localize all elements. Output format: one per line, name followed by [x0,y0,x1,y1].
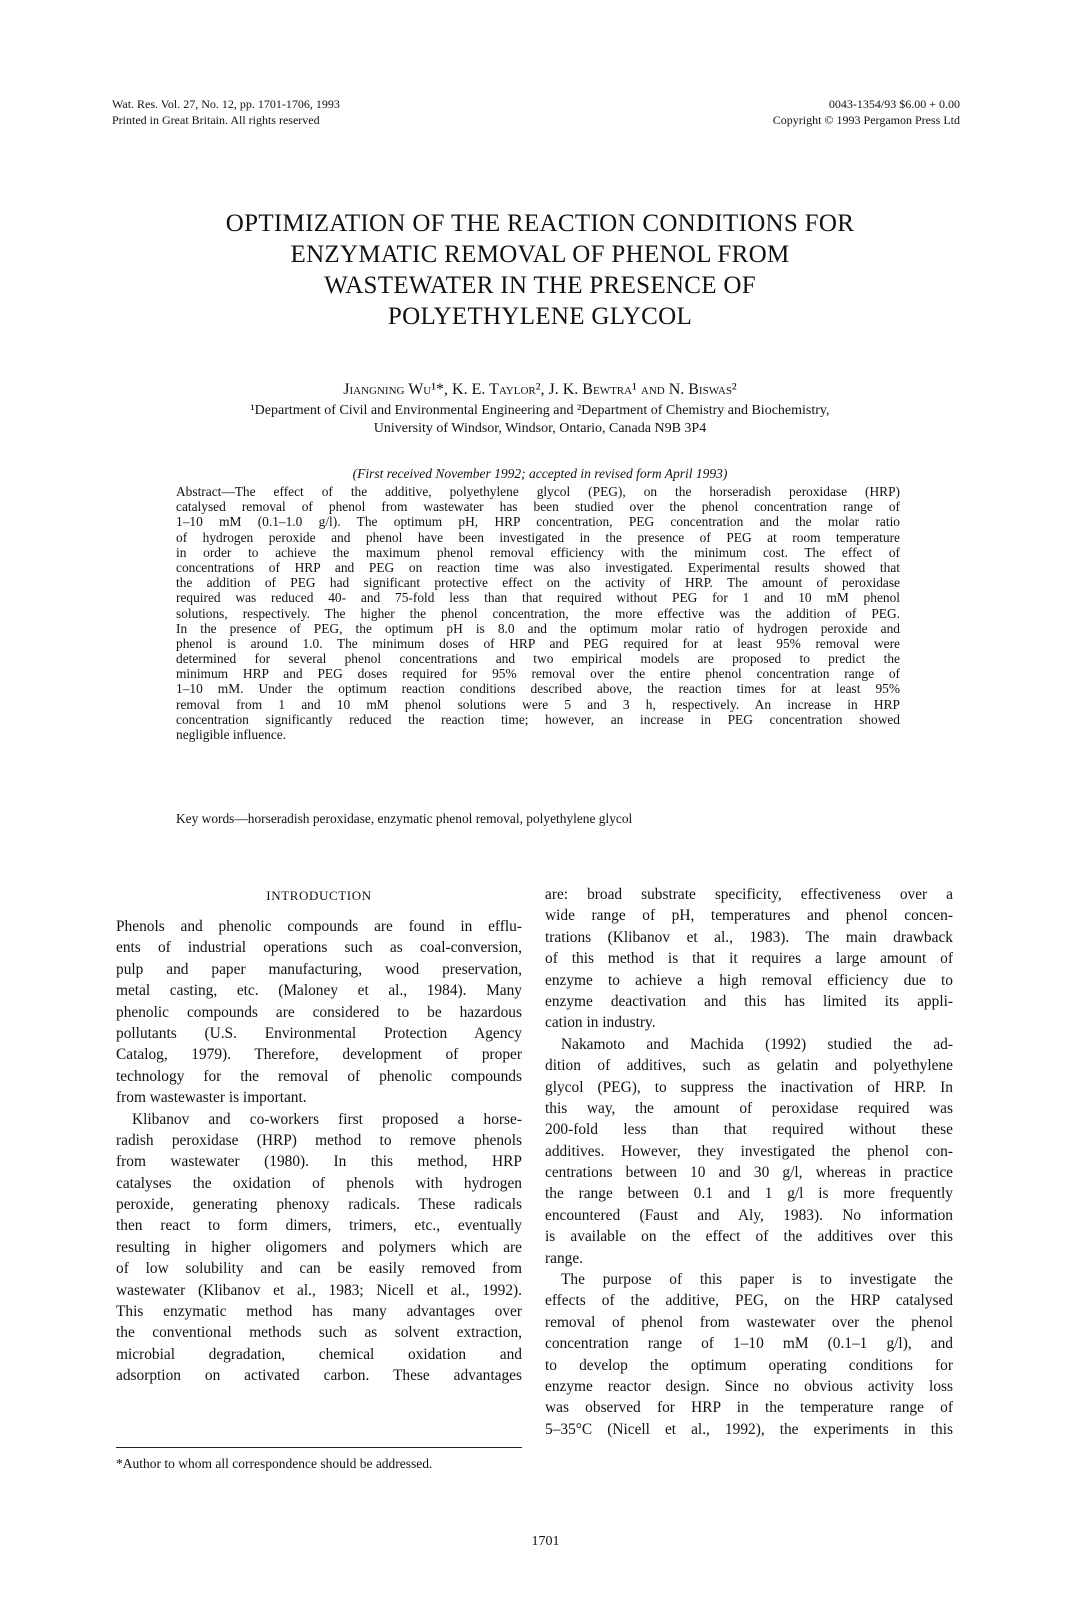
journal-citation-header [112,96,340,128]
body-line: ents of industrial operations such as coal-conversion, [116,939,522,957]
body-line: then react to form dimers, trimers, etc., eventually [116,1217,522,1235]
abstract-line: determined for several phenol concentrations and two empirical models are proposed to predict the [176,651,900,667]
body-line: pulp and paper manufacturing, wood preservation, [116,960,522,978]
body-line: 5–35°C (Nicell et al., 1992), the experiments in this [545,1420,953,1438]
title-line: WASTEWATER IN THE PRESENCE OF [324,272,756,299]
body-line: of low solubility and can be easily removed from [116,1260,522,1278]
body-line: Catalog, 1979). Therefore, development of proper [116,1046,522,1064]
body-line: encountered (Faust and Aly, 1983). No information [545,1206,953,1224]
authors-text: Jiangning Wu¹*, K. E. Taylor², J. K. Bewtra¹ and N. Biswas² [343,381,737,398]
body-line: concentration range of 1–10 mM (0.1–1 g/l), and [545,1335,953,1353]
body-line: trations (Klibanov et al., 1983). The main drawback [545,928,953,946]
body-line: radish peroxidase (HRP) method to remove phenols [116,1131,522,1149]
body-line: cation in industry. [545,1014,656,1032]
body-line: is available on the effect of the additives over this [545,1228,953,1246]
footnote-divider [116,1447,522,1448]
body-line: additives. However, they investigated the phenol con- [545,1142,953,1160]
body-line: range. [545,1249,584,1267]
abstract-line: catalysed removal of phenol from wastewater has been studied over the phenol concentration range of [176,499,900,515]
body-line: this way, the amount of peroxidase required was [545,1099,953,1117]
body-line: are: broad substrate specificity, effectiveness over a [545,886,953,903]
abstract-line: of hydrogen peroxide and phenol have been investigated in the presence of PEG at room temperature [176,529,900,545]
printed-line: Printed in Great Britain. All rights reserved [112,113,320,127]
copyright-line: Copyright © 1993 Pergamon Press Ltd [772,113,960,127]
body-line: 200-fold less than that required without these [545,1121,953,1139]
copyright-header [773,96,960,128]
body-line: resulting in higher oligomers and polymers which are [116,1238,522,1256]
abstract-line: negligible influence. [176,727,287,742]
body-line: enzyme reactor design. Since no obvious activity loss [545,1377,953,1395]
citation-line: Wat. Res. Vol. 27, No. 12, pp. 1701-1706, 1993 [112,97,340,111]
body-line: catalyses the oxidation of phenols with hydrogen [116,1174,522,1192]
right-column [545,884,953,1440]
abstract [176,484,900,742]
body-line: glycol (PEG), to suppress the inactivation of HRP. In [545,1078,953,1096]
title-line: ENZYMATIC REMOVAL OF PHENOL FROM [290,241,790,268]
body-line: phenolic compounds are considered to be hazardous [116,1003,522,1021]
abstract-line: In the presence of PEG, the optimum pH is 8.0 and the optimum molar ratio of hydrogen peroxide and [176,620,900,636]
title-line: OPTIMIZATION OF THE REACTION CONDITIONS FOR [225,210,855,237]
affiliation-line: University of Windsor, Windsor, Ontario, Canada N9B 3P4 [373,421,707,436]
page-number: 1701 [531,1534,560,1549]
body-line: adsorption on activated carbon. These advantages [116,1367,522,1385]
affiliations [150,402,930,438]
body-line: effects of the additive, PEG, on the HRP catalysed [545,1292,953,1310]
key-words: Key words—horseradish peroxidase, enzymatic phenol removal, polyethylene glycol [176,811,633,826]
issn-line: 0043-1354/93 $6.00 + 0.00 [828,97,960,111]
body-line: enzyme to achieve a high removal efficiency due to [545,971,953,989]
abstract-line: Abstract—The effect of the additive, polyethylene glycol (PEG), on the horseradish peroxidase (HRP) [176,484,900,499]
body-line: to develop the optimum operating conditions for [545,1356,953,1374]
section-heading-introduction: INTRODUCTION [266,888,372,903]
correspondence-footnote: *Author to whom all correspondence should be addressed. [116,1456,433,1471]
abstract-line: removal from 1 and 10 mM phenol solutions were 5 and 3 h, respectively. An increase in HRP [176,696,900,712]
received-dates: (First received November 1992; accepted in revised form April 1993) [352,466,728,481]
body-line: dition of additives, such as gelatin and polyethylene [545,1057,953,1075]
body-line: the range between 0.1 and 1 g/l is more frequently [545,1185,953,1203]
body-line: pollutants (U.S. Environmental Protection Agency [116,1024,522,1042]
body-line: microbial degradation, chemical oxidation and [116,1345,522,1363]
body-line: metal casting, etc. (Maloney et al., 1984). Many [116,982,522,1000]
abstract-line: in order to achieve the maximum phenol removal efficiency with the minimum cost. The effect of [176,544,900,560]
body-line: from wastewaster is important. [116,1089,307,1107]
body-line: was observed for HRP in the temperature range of [545,1399,953,1417]
body-line: This enzymatic method has many advantages over [116,1303,522,1321]
body-line: the conventional methods such as solvent extraction, [116,1324,522,1342]
body-line: centrations between 10 and 30 g/l, whereas in practice [545,1164,953,1182]
author-list [100,380,980,400]
body-line: The purpose of this paper is to investigate the [561,1271,953,1289]
abstract-line: 1–10 mM (0.1–1.0 g/l). The optimum pH, HRP concentration, PEG concentration and the molar ratio [176,514,900,530]
body-line: wide range of pH, temperatures and phenol concen- [545,907,953,925]
body-line: peroxide, generating phenoxy radicals. These radicals [116,1196,522,1214]
abstract-line: the addition of PEG had significant protective effect on the activity of HRP. The amount of peroxidase [176,575,900,591]
body-line: of this method is that it requires a large amount of [545,950,953,968]
body-line: enzyme deactivation and this has limited its appli- [545,992,953,1010]
body-line: Klibanov and co-workers first proposed a horse- [132,1110,522,1128]
body-line: removal of phenol from wastewater over the phenol [545,1313,953,1331]
abstract-line: minimum HRP and PEG doses required for 95% removal over the entire phenol concentration range of [176,666,900,682]
left-column [116,916,522,1387]
body-line: wastewater (Klibanov et al., 1983; Nicell et al., 1992). [116,1281,522,1299]
title-line: POLYETHYLENE GLYCOL [387,303,693,330]
abstract-line: required was reduced 40- and 75-fold less than that required without PEG for 1 and 10 mM phenol [176,590,900,606]
body-line: Phenols and phenolic compounds are found in efflu- [116,918,522,935]
abstract-line: phenol is around 1.0. The minimum doses of HRP and PEG required for at least 95% removal were [176,635,900,651]
article-title [100,208,980,332]
affiliation-line: ¹Department of Civil and Environmental Engineering and ²Department of Chemistry and Biochemistry, [250,403,830,418]
abstract-line: 1–10 mM. Under the optimum reaction conditions described above, the reaction times for at least 95% [176,681,900,697]
abstract-line: solutions, respectively. The higher the phenol concentration, the more effective was the addition of PEG. [176,605,900,621]
body-line: technology for the removal of phenolic compounds [116,1067,522,1085]
abstract-line: concentrations of HRP and PEG on reaction time was also investigated. Experimental results showed that [176,559,900,575]
body-line: from wastewater (1980). In this method, HRP [116,1153,522,1171]
abstract-line: concentration significantly reduced the reaction time; however, an increase in PEG concentration showed [176,711,900,727]
body-line: Nakamoto and Machida (1992) studied the ad- [561,1035,953,1053]
